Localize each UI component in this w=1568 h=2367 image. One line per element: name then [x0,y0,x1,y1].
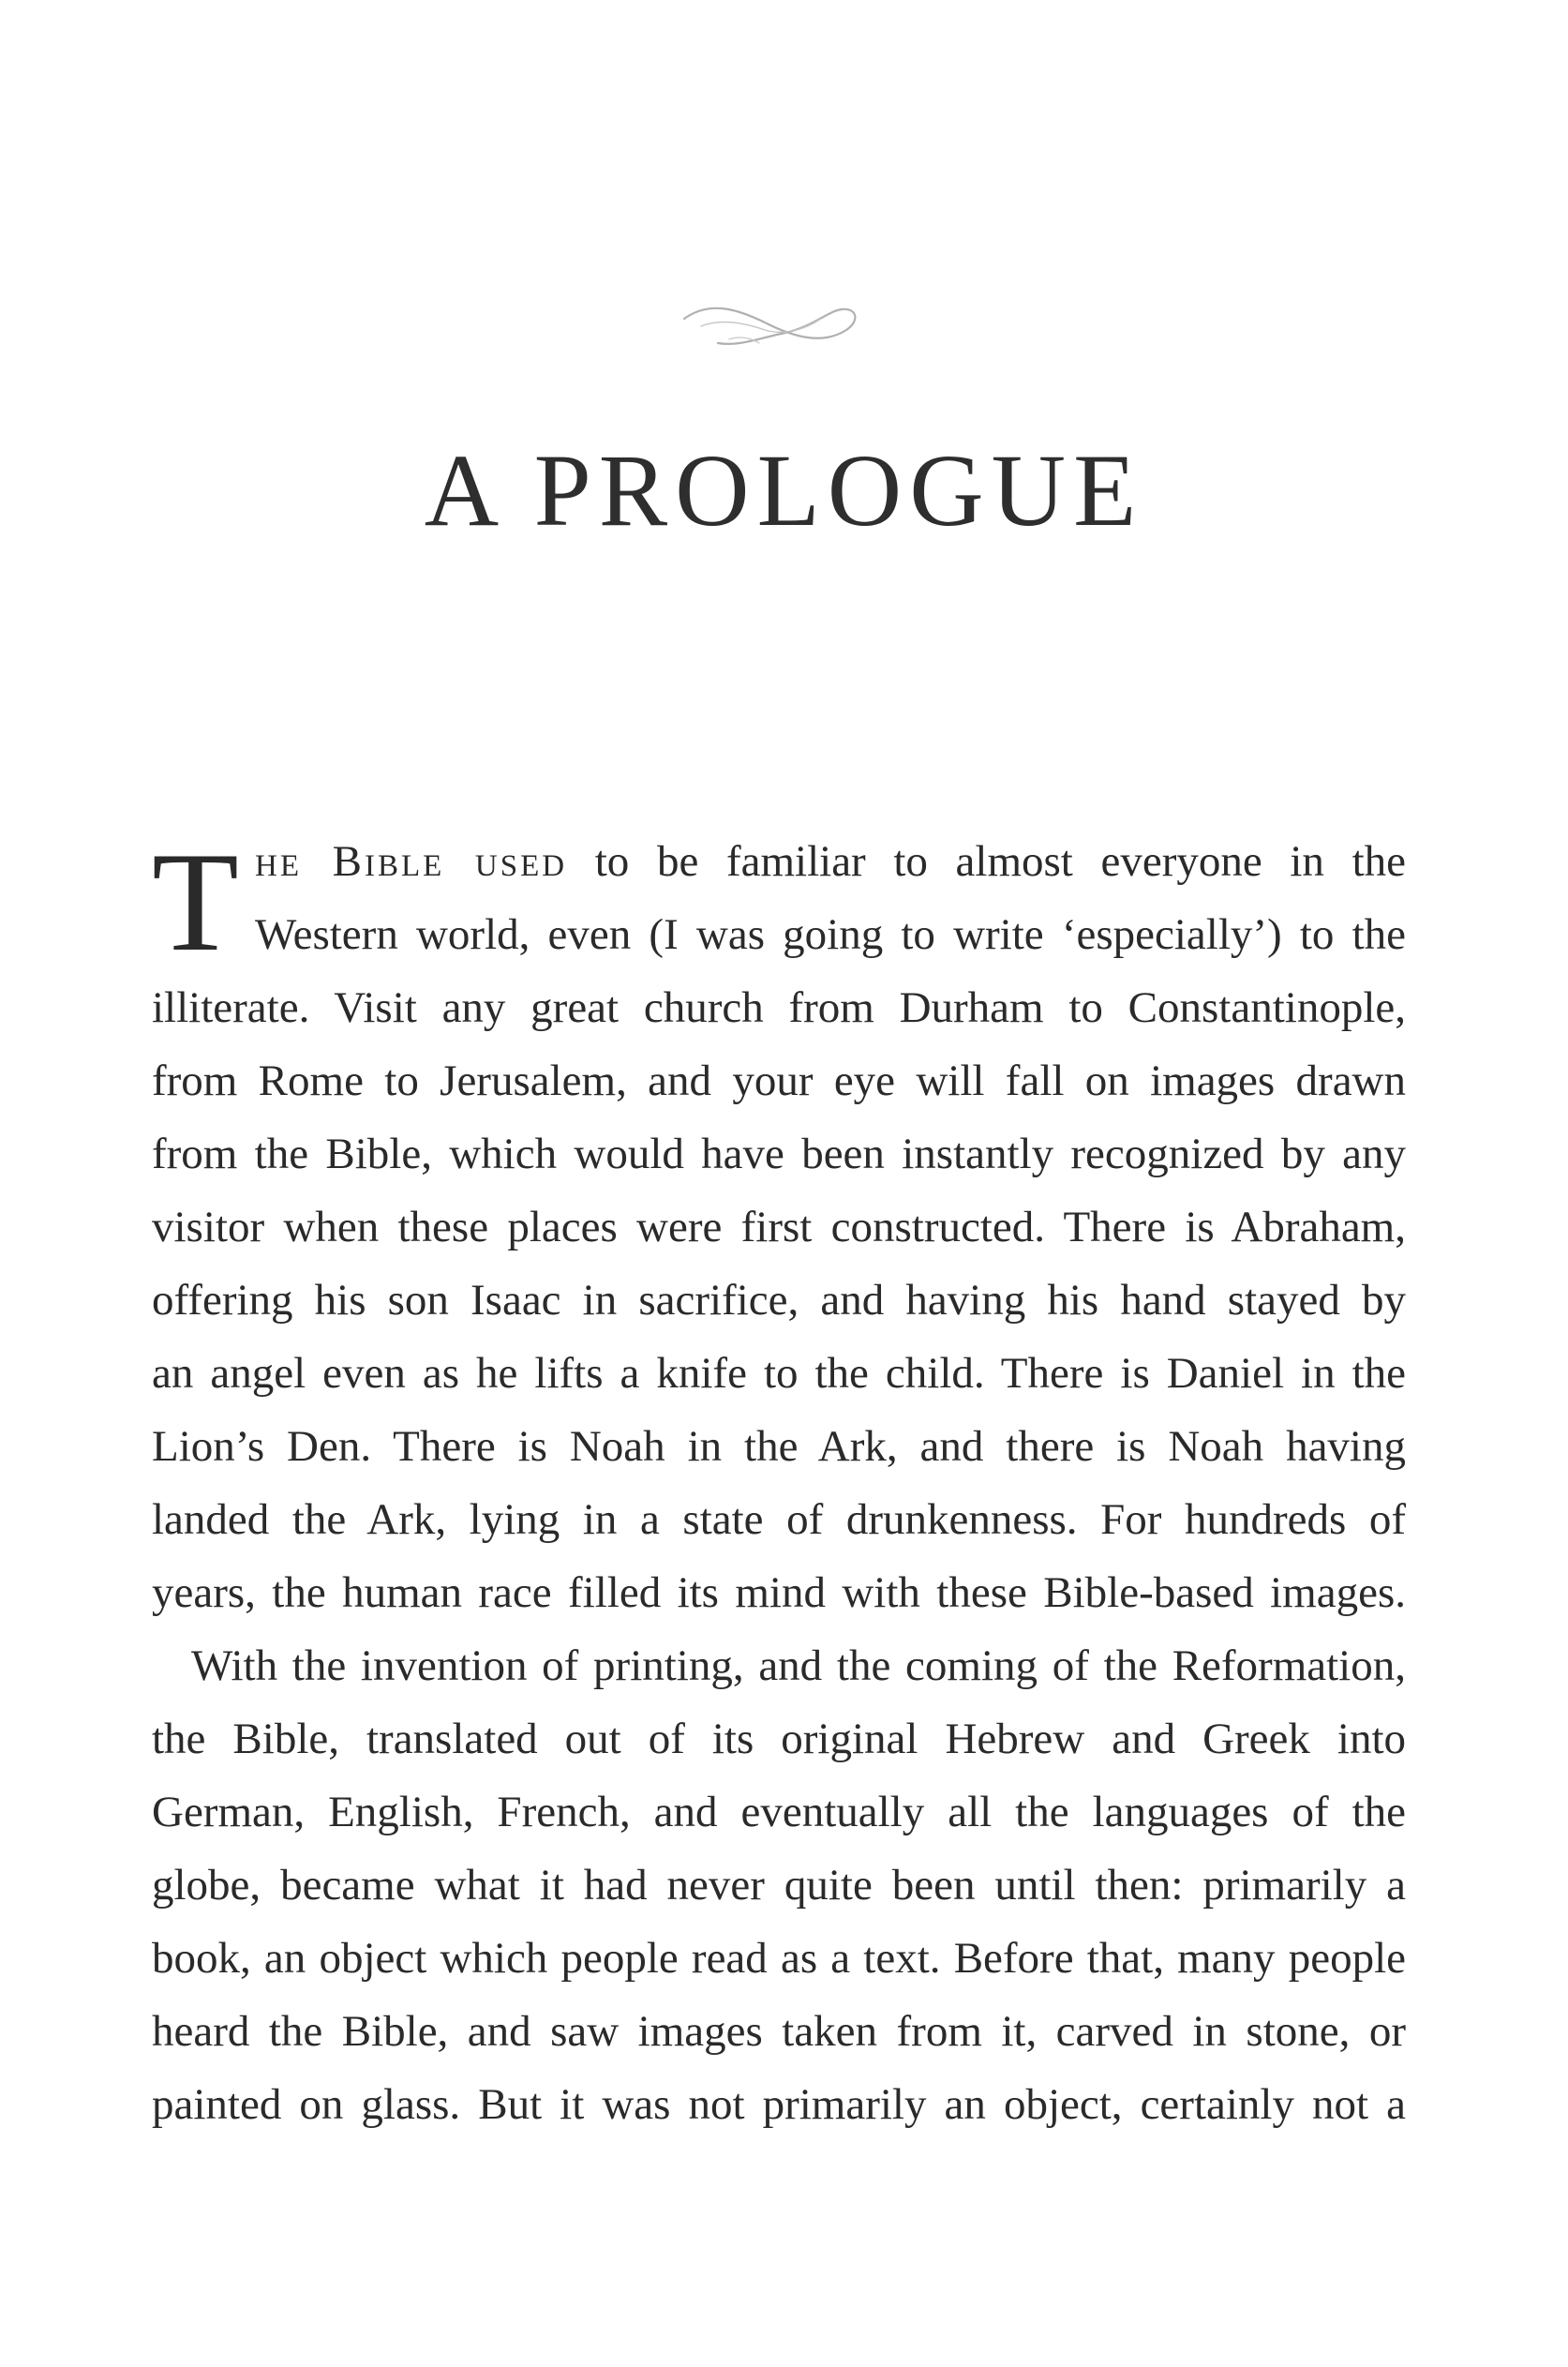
text-line: visitor when these places were first constructed. There is Abraham, [152,1203,1406,1251]
text-line: German, English, French, and eventually all the languages of the [152,1788,1406,1836]
chapter-title: A PROLOGUE [424,433,1144,547]
text-line: heard the Bible, and saw images taken from it, carved in stone, or [152,2007,1406,2056]
text-line: from the Bible, which would have been instantly recognized by any [152,1130,1406,1178]
text-line: painted on glass. But it was not primarily an object, certainly not a [152,2080,1406,2129]
small-caps-lead-in: he Bible used [255,837,568,886]
text-line: offering his son Isaac in sacrifice, and having his hand stayed by [152,1276,1406,1325]
text-line: Lion’s Den. There is Noah in the Ark, and there is Noah having [152,1422,1406,1471]
text-line: the Bible, translated out of its original Hebrew and Greek into [152,1715,1406,1763]
text-line: years, the human race filled its mind with these Bible-based images. [152,1568,1406,1617]
text-line: With the invention of printing, and the coming of the Reformation, [191,1641,1406,1690]
text-line: book, an object which people read as a text. Before that, many people [152,1934,1406,1983]
text-line: from Rome to Jerusalem, and your eye will fall on images drawn [152,1056,1406,1105]
body-text [152,825,1406,2141]
text-line: illiterate. Visit any great church from Durham to Constantinople, [152,983,1406,1032]
flourish-ornament-icon [673,281,870,366]
text-line: an angel even as he lifts a knife to the child. There is Daniel in the [152,1349,1406,1398]
text-line: globe, became what it had never quite been until then: primarily a [152,1861,1406,1910]
text-line: Western world, even (I was going to write ‘especially’) to the [255,910,1406,959]
text-line: landed the Ark, lying in a state of drunkenness. For hundreds of [152,1495,1406,1544]
drop-cap: T [152,823,239,981]
text-line: he Bible used to be familiar to almost everyone in the [255,837,1406,886]
